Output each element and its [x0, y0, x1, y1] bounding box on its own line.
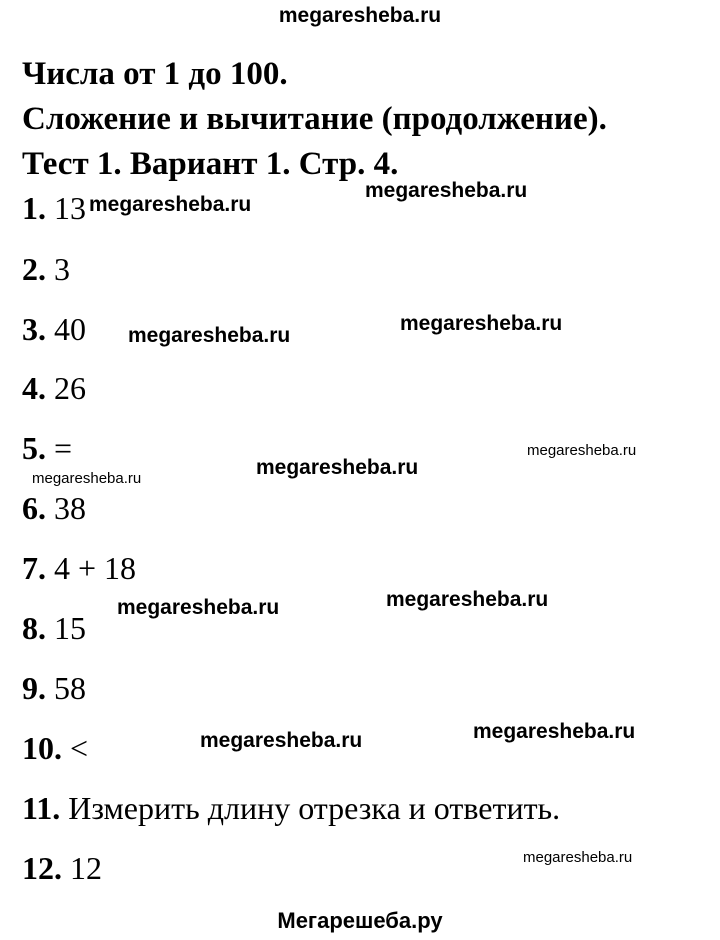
watermark: megaresheba.ru [32, 470, 142, 487]
title-line-1: Числа от 1 до 100. [22, 56, 288, 92]
watermark: megaresheba.ru [256, 456, 419, 479]
answer-7 [22, 552, 136, 584]
answer-number: 12. [22, 850, 62, 886]
title-line-2: Сложение и вычитание (продолжение). [22, 101, 607, 137]
answer-value: 58 [54, 670, 86, 706]
answer-11 [22, 792, 560, 824]
answer-number: 5. [22, 430, 46, 466]
answer-number: 7. [22, 550, 46, 586]
answer-number: 1. [22, 190, 46, 226]
answer-number: 9. [22, 670, 46, 706]
answer-10 [22, 732, 88, 764]
watermark: megaresheba.ru [386, 588, 549, 611]
answer-value: 15 [54, 610, 86, 646]
header-watermark: megaresheba.ru [278, 4, 442, 27]
answer-5 [22, 432, 72, 464]
answer-value: Измерить длину отрезка и ответить. [68, 790, 561, 826]
answer-value: 38 [54, 490, 86, 526]
answer-number: 11. [22, 790, 61, 826]
answer-value: 3 [54, 251, 70, 287]
answer-value: 4 + 18 [54, 550, 137, 586]
footer-watermark: Мегарешеба.ру [277, 908, 443, 933]
answer-value: 12 [70, 850, 102, 886]
title-line-3: Тест 1. Вариант 1. Стр. 4. [22, 146, 399, 182]
answer-number: 3. [22, 311, 46, 347]
answer-6 [22, 492, 86, 524]
watermark: megaresheba.ru [89, 193, 252, 216]
watermark: megaresheba.ru [128, 324, 291, 347]
answer-value: < [70, 730, 89, 766]
answer-number: 10. [22, 730, 62, 766]
answer-8 [22, 612, 86, 644]
answer-2 [22, 253, 70, 285]
watermark: megaresheba.ru [200, 729, 363, 752]
watermark: megaresheba.ru [117, 596, 280, 619]
watermark: megaresheba.ru [400, 312, 563, 335]
answer-value: 26 [54, 370, 86, 406]
answer-number: 4. [22, 370, 46, 406]
answer-number: 2. [22, 251, 46, 287]
answer-value: 40 [54, 311, 86, 347]
answer-12 [22, 852, 102, 884]
watermark: megaresheba.ru [523, 849, 633, 866]
answer-3 [22, 313, 86, 345]
answer-1 [22, 192, 86, 224]
answer-number: 6. [22, 490, 46, 526]
answer-value: = [54, 430, 73, 466]
watermark: megaresheba.ru [365, 179, 528, 202]
answer-value: 13 [54, 190, 86, 226]
watermark: megaresheba.ru [527, 442, 637, 459]
answer-4 [22, 372, 86, 404]
answer-number: 8. [22, 610, 46, 646]
answer-9 [22, 672, 86, 704]
watermark: megaresheba.ru [473, 720, 636, 743]
